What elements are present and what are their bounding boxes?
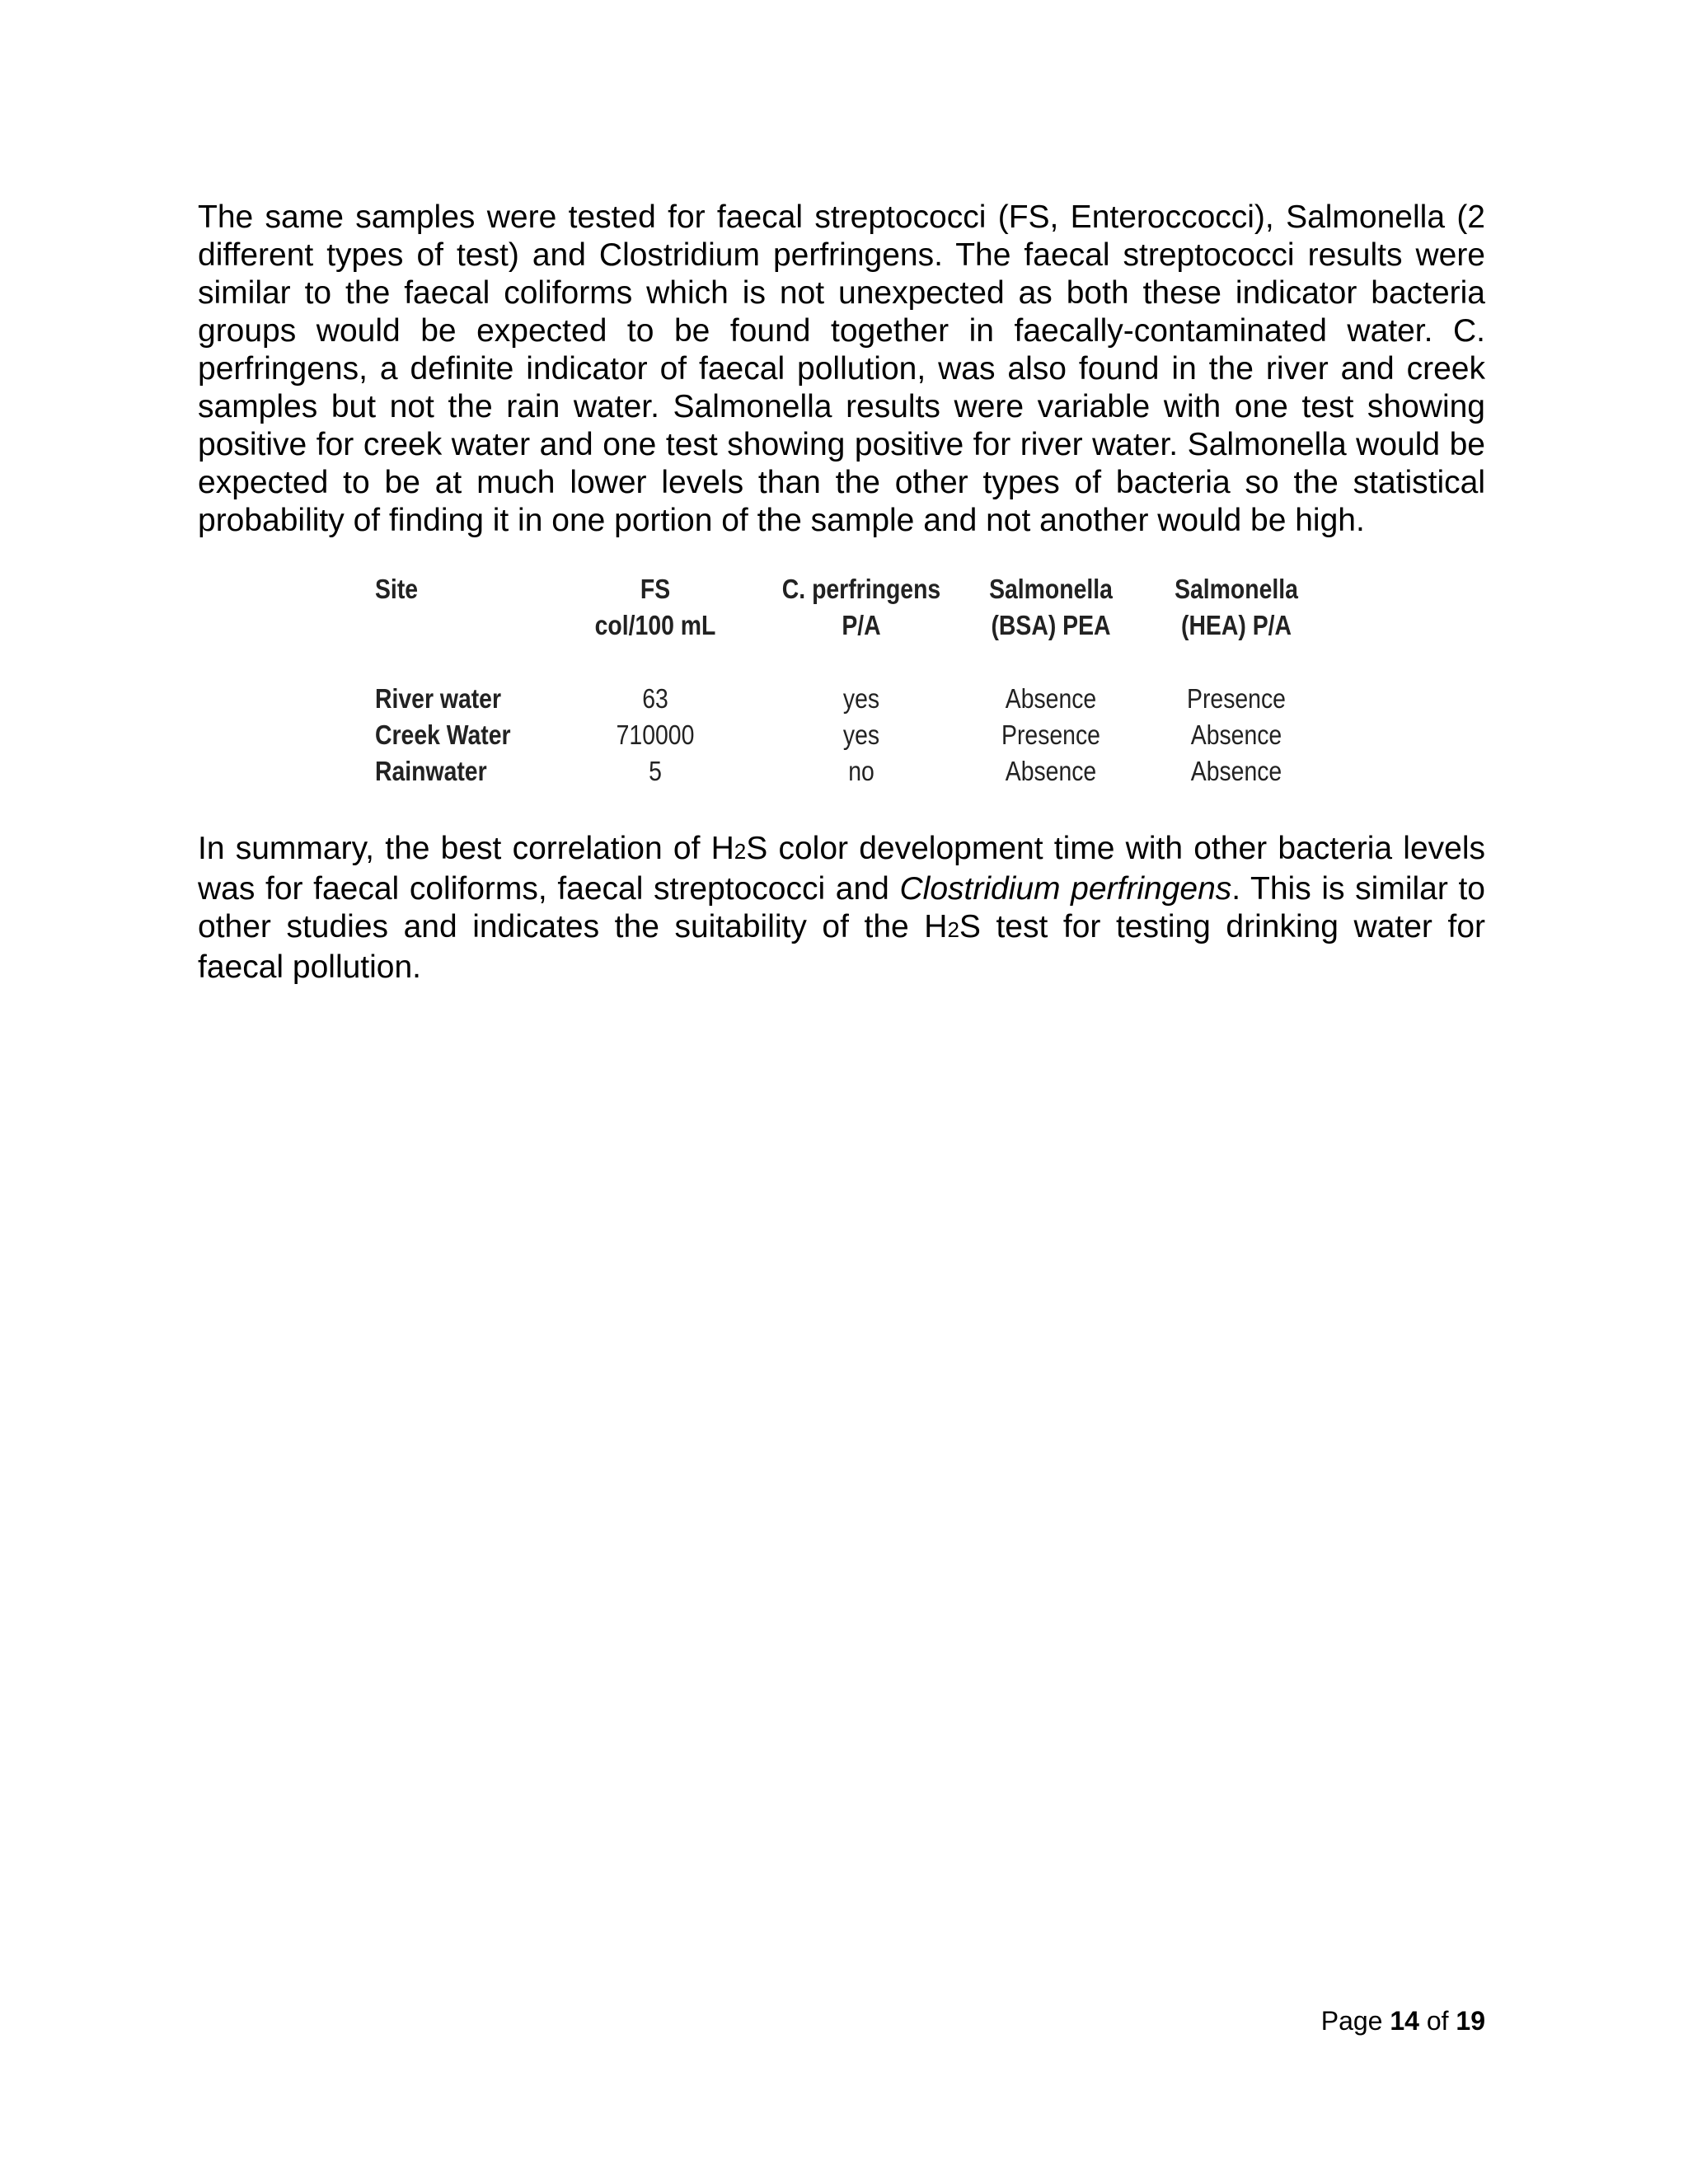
row-rain-hea: Absence bbox=[1190, 756, 1282, 786]
header-cp-line1: C. perfringens bbox=[781, 574, 941, 604]
subscript-2-second: 2 bbox=[947, 917, 959, 942]
header-site: Site bbox=[375, 574, 419, 604]
summary-text-3: . This is similar to other studies and indicates the suitability of the H bbox=[198, 871, 1485, 944]
paragraph-summary bbox=[198, 830, 1485, 987]
row-river-bsa: Absence bbox=[1005, 683, 1097, 714]
summary-italic-species: Clostridium perfringens bbox=[899, 871, 1232, 907]
header-hea-line1: Salmonella bbox=[1175, 574, 1298, 604]
row-rain-cp: no bbox=[848, 756, 874, 786]
row-river-site: River water bbox=[375, 683, 502, 714]
summary-text-1: In summary, the best correlation of H bbox=[198, 831, 734, 866]
subscript-2-first: 2 bbox=[734, 839, 747, 864]
results-table bbox=[375, 571, 1315, 802]
row-river-hea: Presence bbox=[1187, 683, 1286, 714]
footer-page-total: 19 bbox=[1456, 2006, 1485, 2036]
page-number-footer bbox=[1236, 2004, 1485, 2037]
header-hea-line2: (HEA) P/A bbox=[1180, 610, 1292, 640]
summary-text-4: S test for testing drinking water for faecal pollution. bbox=[198, 909, 1485, 985]
header-bsa-line1: Salmonella bbox=[989, 574, 1113, 604]
row-river-fs: 63 bbox=[642, 683, 668, 714]
footer-of-word: of bbox=[1426, 2006, 1449, 2036]
row-rain-fs: 5 bbox=[649, 756, 662, 786]
header-cp-line2: P/A bbox=[842, 610, 881, 640]
summary-text-2: S color development time with other bacteria levels was for faecal coliforms, faecal streptococci and bbox=[198, 831, 1485, 907]
row-river-cp: yes bbox=[842, 683, 880, 714]
header-fs-line1: FS bbox=[640, 574, 671, 604]
paragraph-intro: The same samples were tested for faecal streptococci (FS, Enteroccocci), Salmonella (2 different types of test) and Clostridium perfringens. The faecal streptococci results were similar to the faecal coliforms which is not unexpected as both these indicator bacteria groups would be expected to be found together in faecally-contaminated water. C. perfringens, a definite indicator of faecal pollution, was also found in the river and creek samples but not the rain water. Salmonella results were variable with one test showing positive for creek water and one test showing positive for river water. Salmonella would be expected to be at much lower levels than the other types of bacteria so the statistical probability of finding it in one portion of the sample and not another would be high. bbox=[198, 199, 1485, 538]
header-fs-line2: col/100 mL bbox=[594, 610, 716, 640]
row-creek-fs: 710000 bbox=[616, 719, 695, 750]
header-bsa-line2: (BSA) PEA bbox=[991, 610, 1111, 640]
row-rain-site: Rainwater bbox=[375, 756, 487, 786]
footer-page-number: 14 bbox=[1390, 2006, 1419, 2036]
row-creek-bsa: Presence bbox=[1001, 719, 1100, 750]
row-creek-cp: yes bbox=[842, 719, 880, 750]
row-creek-hea: Absence bbox=[1190, 719, 1282, 750]
footer-page-word: Page bbox=[1320, 2006, 1383, 2036]
row-creek-site: Creek Water bbox=[375, 719, 511, 750]
row-rain-bsa: Absence bbox=[1005, 756, 1097, 786]
